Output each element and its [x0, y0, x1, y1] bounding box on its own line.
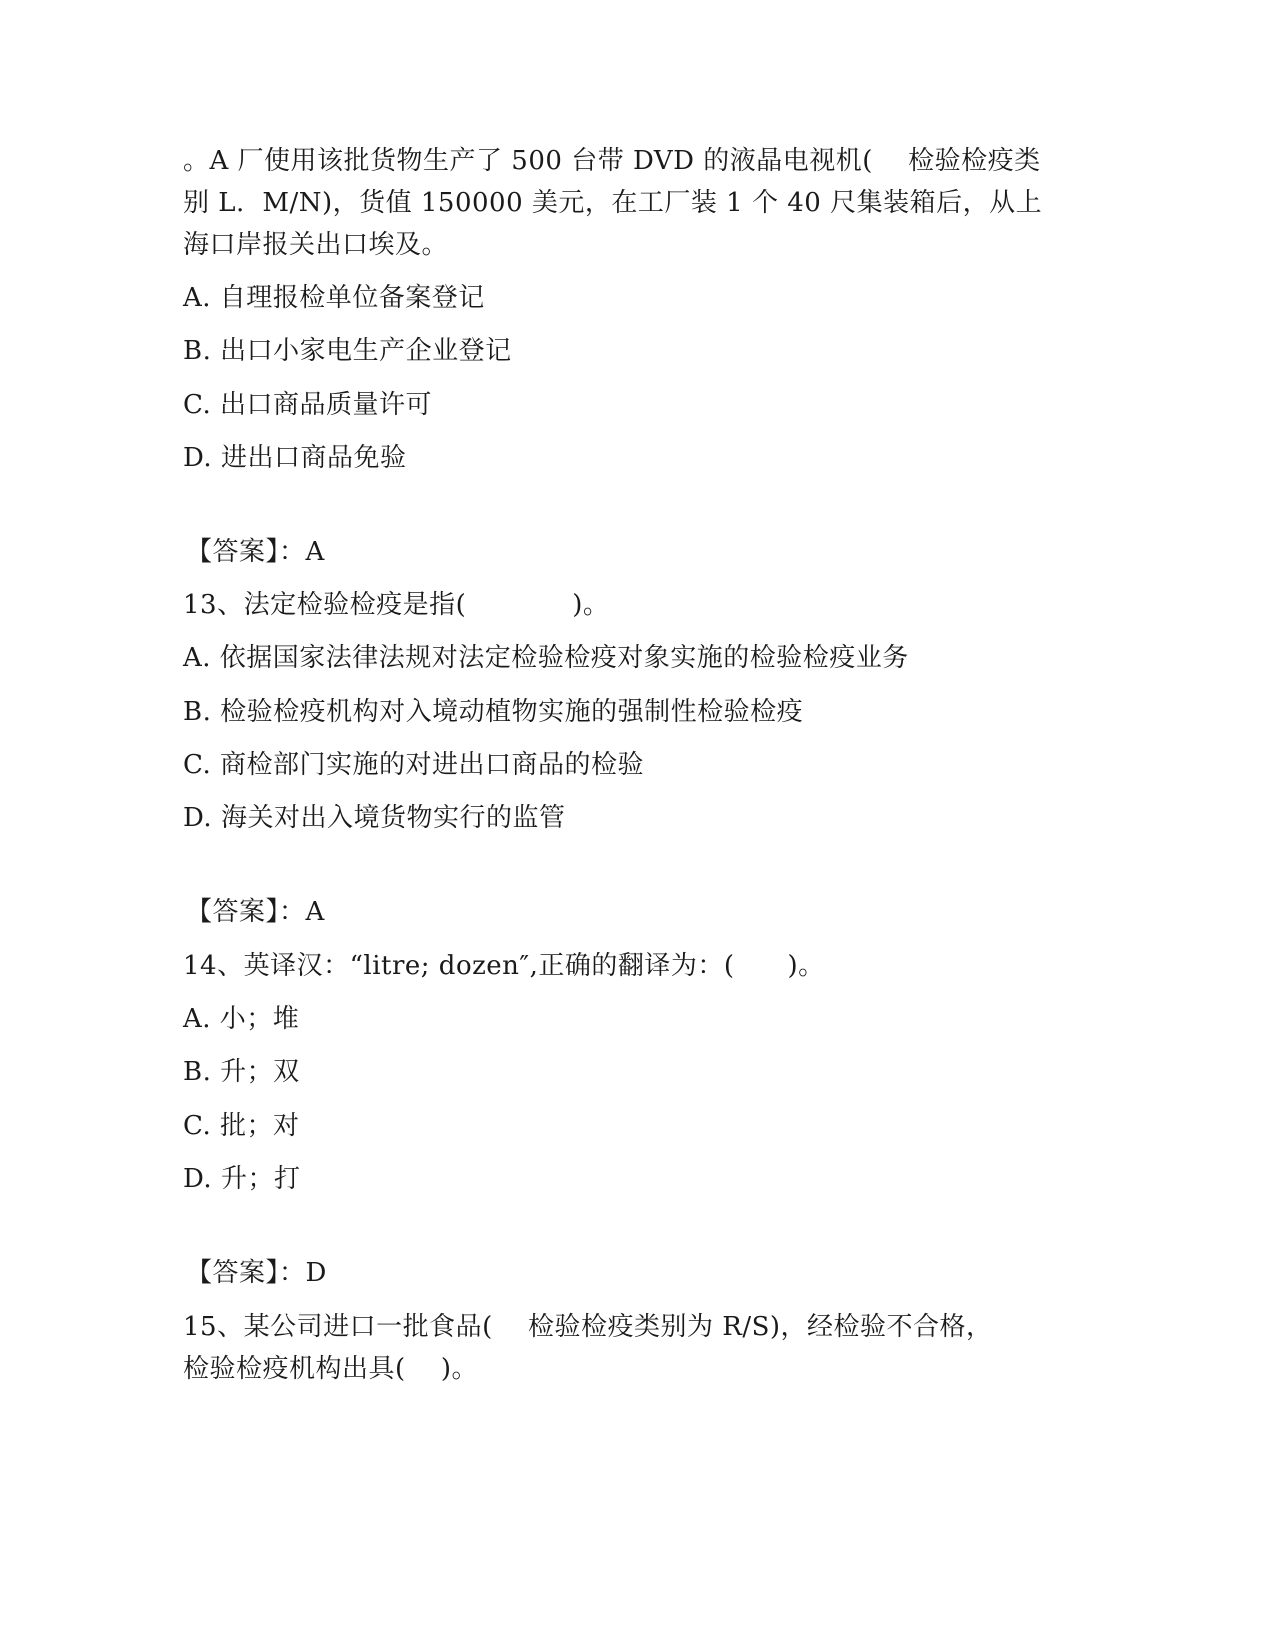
q13-stem: 13、法定检验检疫是指( )。	[183, 590, 610, 620]
q12-stem-line-3: 海口岸报关出口埃及。	[183, 230, 449, 260]
q14-option-b: B. 升；双	[183, 1057, 300, 1087]
q13-option-c: C. 商检部门实施的对进出口商品的检验	[183, 750, 644, 780]
q14-option-c: C. 批；对	[183, 1111, 300, 1141]
q13-answer: 【答案】：A	[186, 897, 325, 927]
q12-option-d: D. 进出口商品免验	[183, 443, 407, 473]
q12-stem-line-1: 。A 厂使用该批货物生产了 500 台带 DVD 的液晶电视机( 检验检疫类	[183, 146, 1041, 176]
q14-option-d: D. 升；打	[183, 1164, 301, 1194]
q12-option-c: C. 出口商品质量许可	[183, 390, 432, 420]
q14-stem: 14、英译汉：“litre; dozen″,正确的翻译为：( )。	[183, 951, 825, 981]
q12-option-b: B. 出口小家电生产企业登记	[183, 336, 512, 366]
q13-option-a: A. 依据国家法律法规对法定检验检疫对象实施的检验检疫业务	[183, 643, 909, 673]
q13-option-d: D. 海关对出入境货物实行的监管	[183, 803, 566, 833]
q12-answer: 【答案】：A	[186, 537, 325, 567]
q14-answer: 【答案】：D	[186, 1258, 327, 1288]
q14-option-a: A. 小；堆	[183, 1004, 300, 1034]
q15-stem-line-2: 检验检疫机构出具( )。	[183, 1354, 479, 1384]
q15-stem-line-1: 15、某公司进口一批食品( 检验检疫类别为 R/S)，经检验不合格，	[183, 1312, 993, 1342]
q12-stem-line-2: 别 L. M/N)，货值 150000 美元，在工厂装 1 个 40 尺集装箱后，从上	[183, 188, 1043, 218]
q13-option-b: B. 检验检疫机构对入境动植物实施的强制性检验检疫	[183, 697, 804, 727]
q12-option-a: A. 自理报检单位备案登记	[183, 283, 485, 313]
